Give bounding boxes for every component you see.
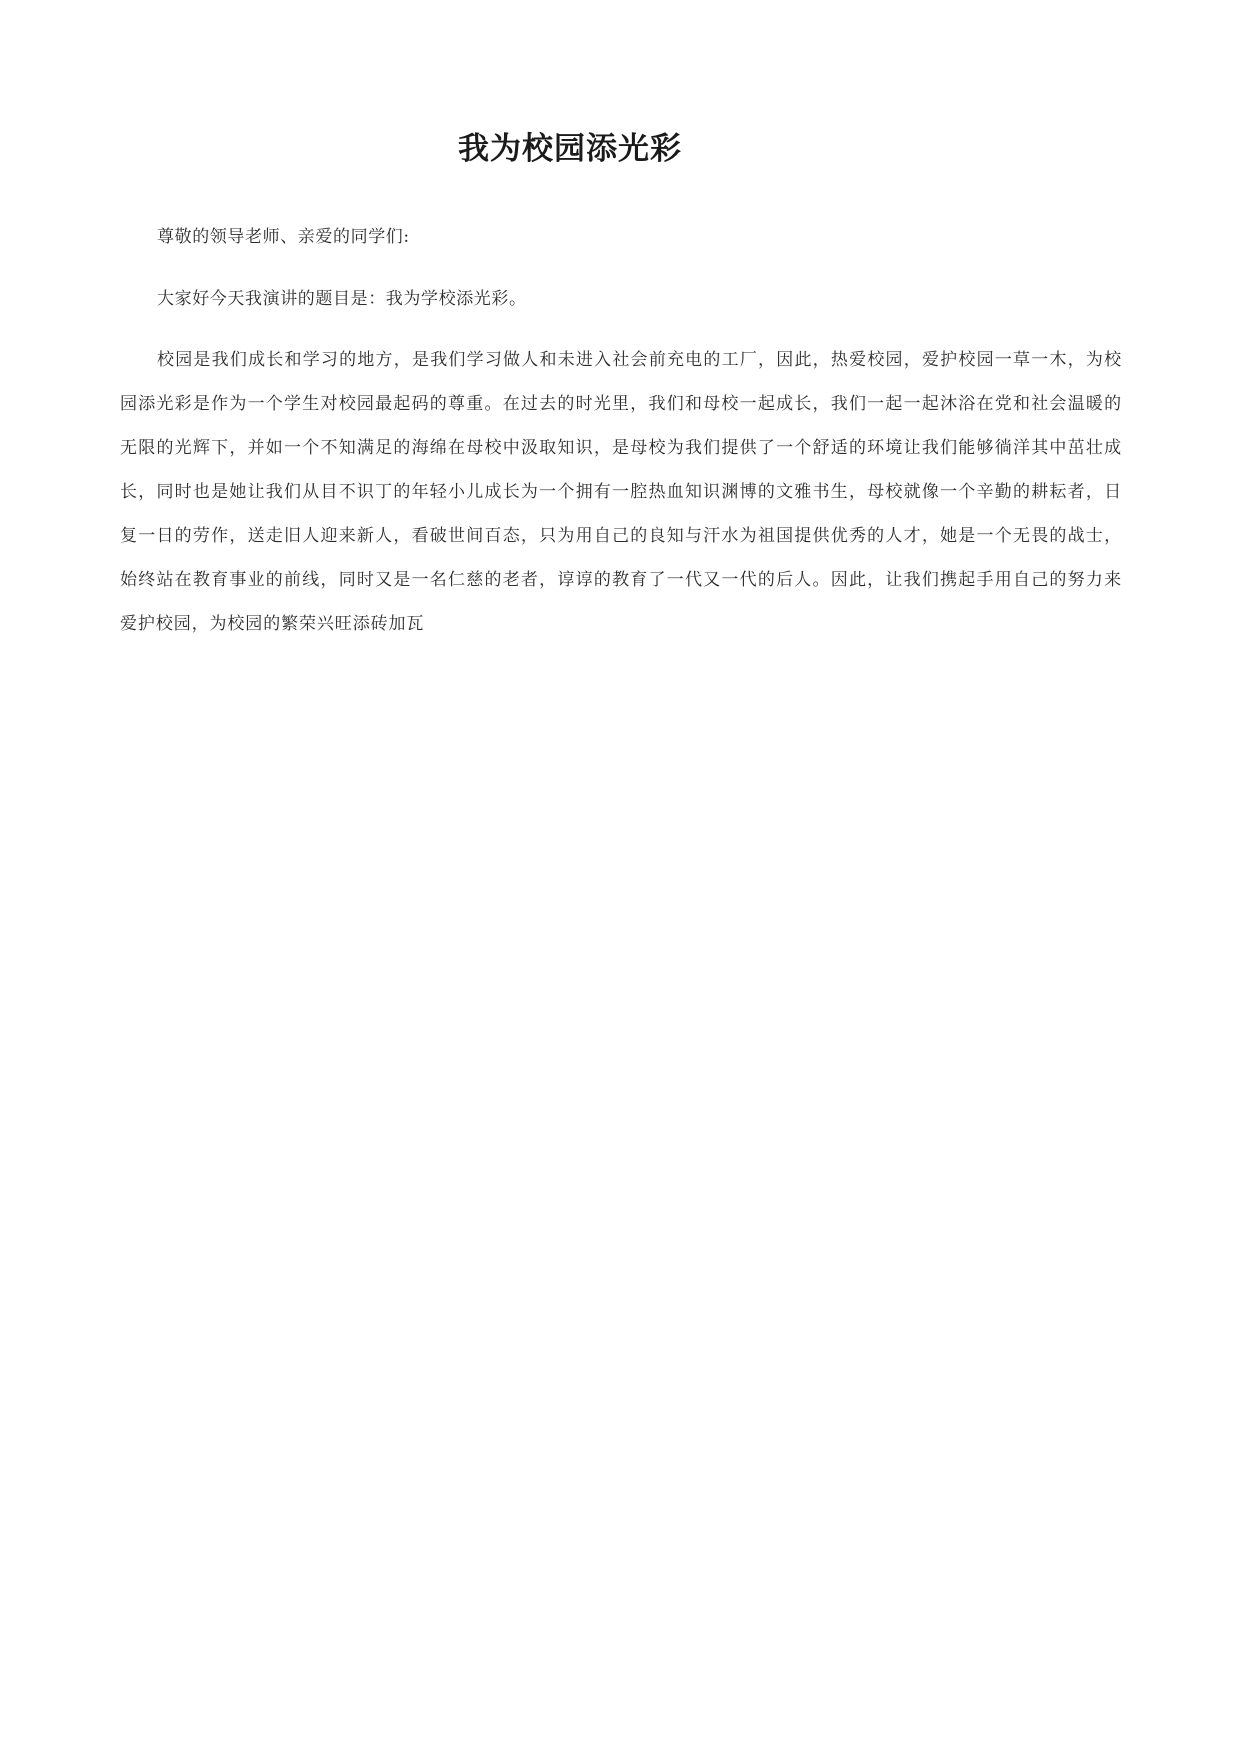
- document-body: [120, 214, 1122, 662]
- document-title: 我为校园添光彩: [458, 131, 682, 167]
- salutation-paragraph: 尊敬的领导老师、亲爱的同学们:: [157, 227, 410, 247]
- opening-paragraph: 大家好今天我演讲的题目是：我为学校添光彩。: [157, 289, 527, 309]
- main-paragraph: 校园是我们成长和学习的地方，是我们学习做人和未进入社会前充电的工厂，因此，热爱校园，爱护校园一草一木，为校园添光彩是作为一个学生对校园最起码的尊重。在过去的时光里，我们和母校一起成长，我们一起一起沐浴在党和社会温暖的无限的光辉下，并如一个不知满足的海绵在母校中汲取知识，是母校为我们提供了一个舒适的环境让我们能够徜洋其中茁壮成长，同时也是她让我们从目不识丁的年轻小儿成长为一个拥有一腔热血知识渊博的文雅书生，母校就像一个辛勤的耕耘者，日复一日的劳作，送走旧人迎来新人，看破世间百态，只为用自己的良知与汗水为祖国提供优秀的人才，她是一个无畏的战士，始终站在教育事业的前线，同时又是一名仁慈的老者，谆谆的教育了一代又一代的后人。因此，让我们携起手用自己的努力来爱护校园，为校园的繁荣兴旺添砖加瓦: [120, 350, 1122, 634]
